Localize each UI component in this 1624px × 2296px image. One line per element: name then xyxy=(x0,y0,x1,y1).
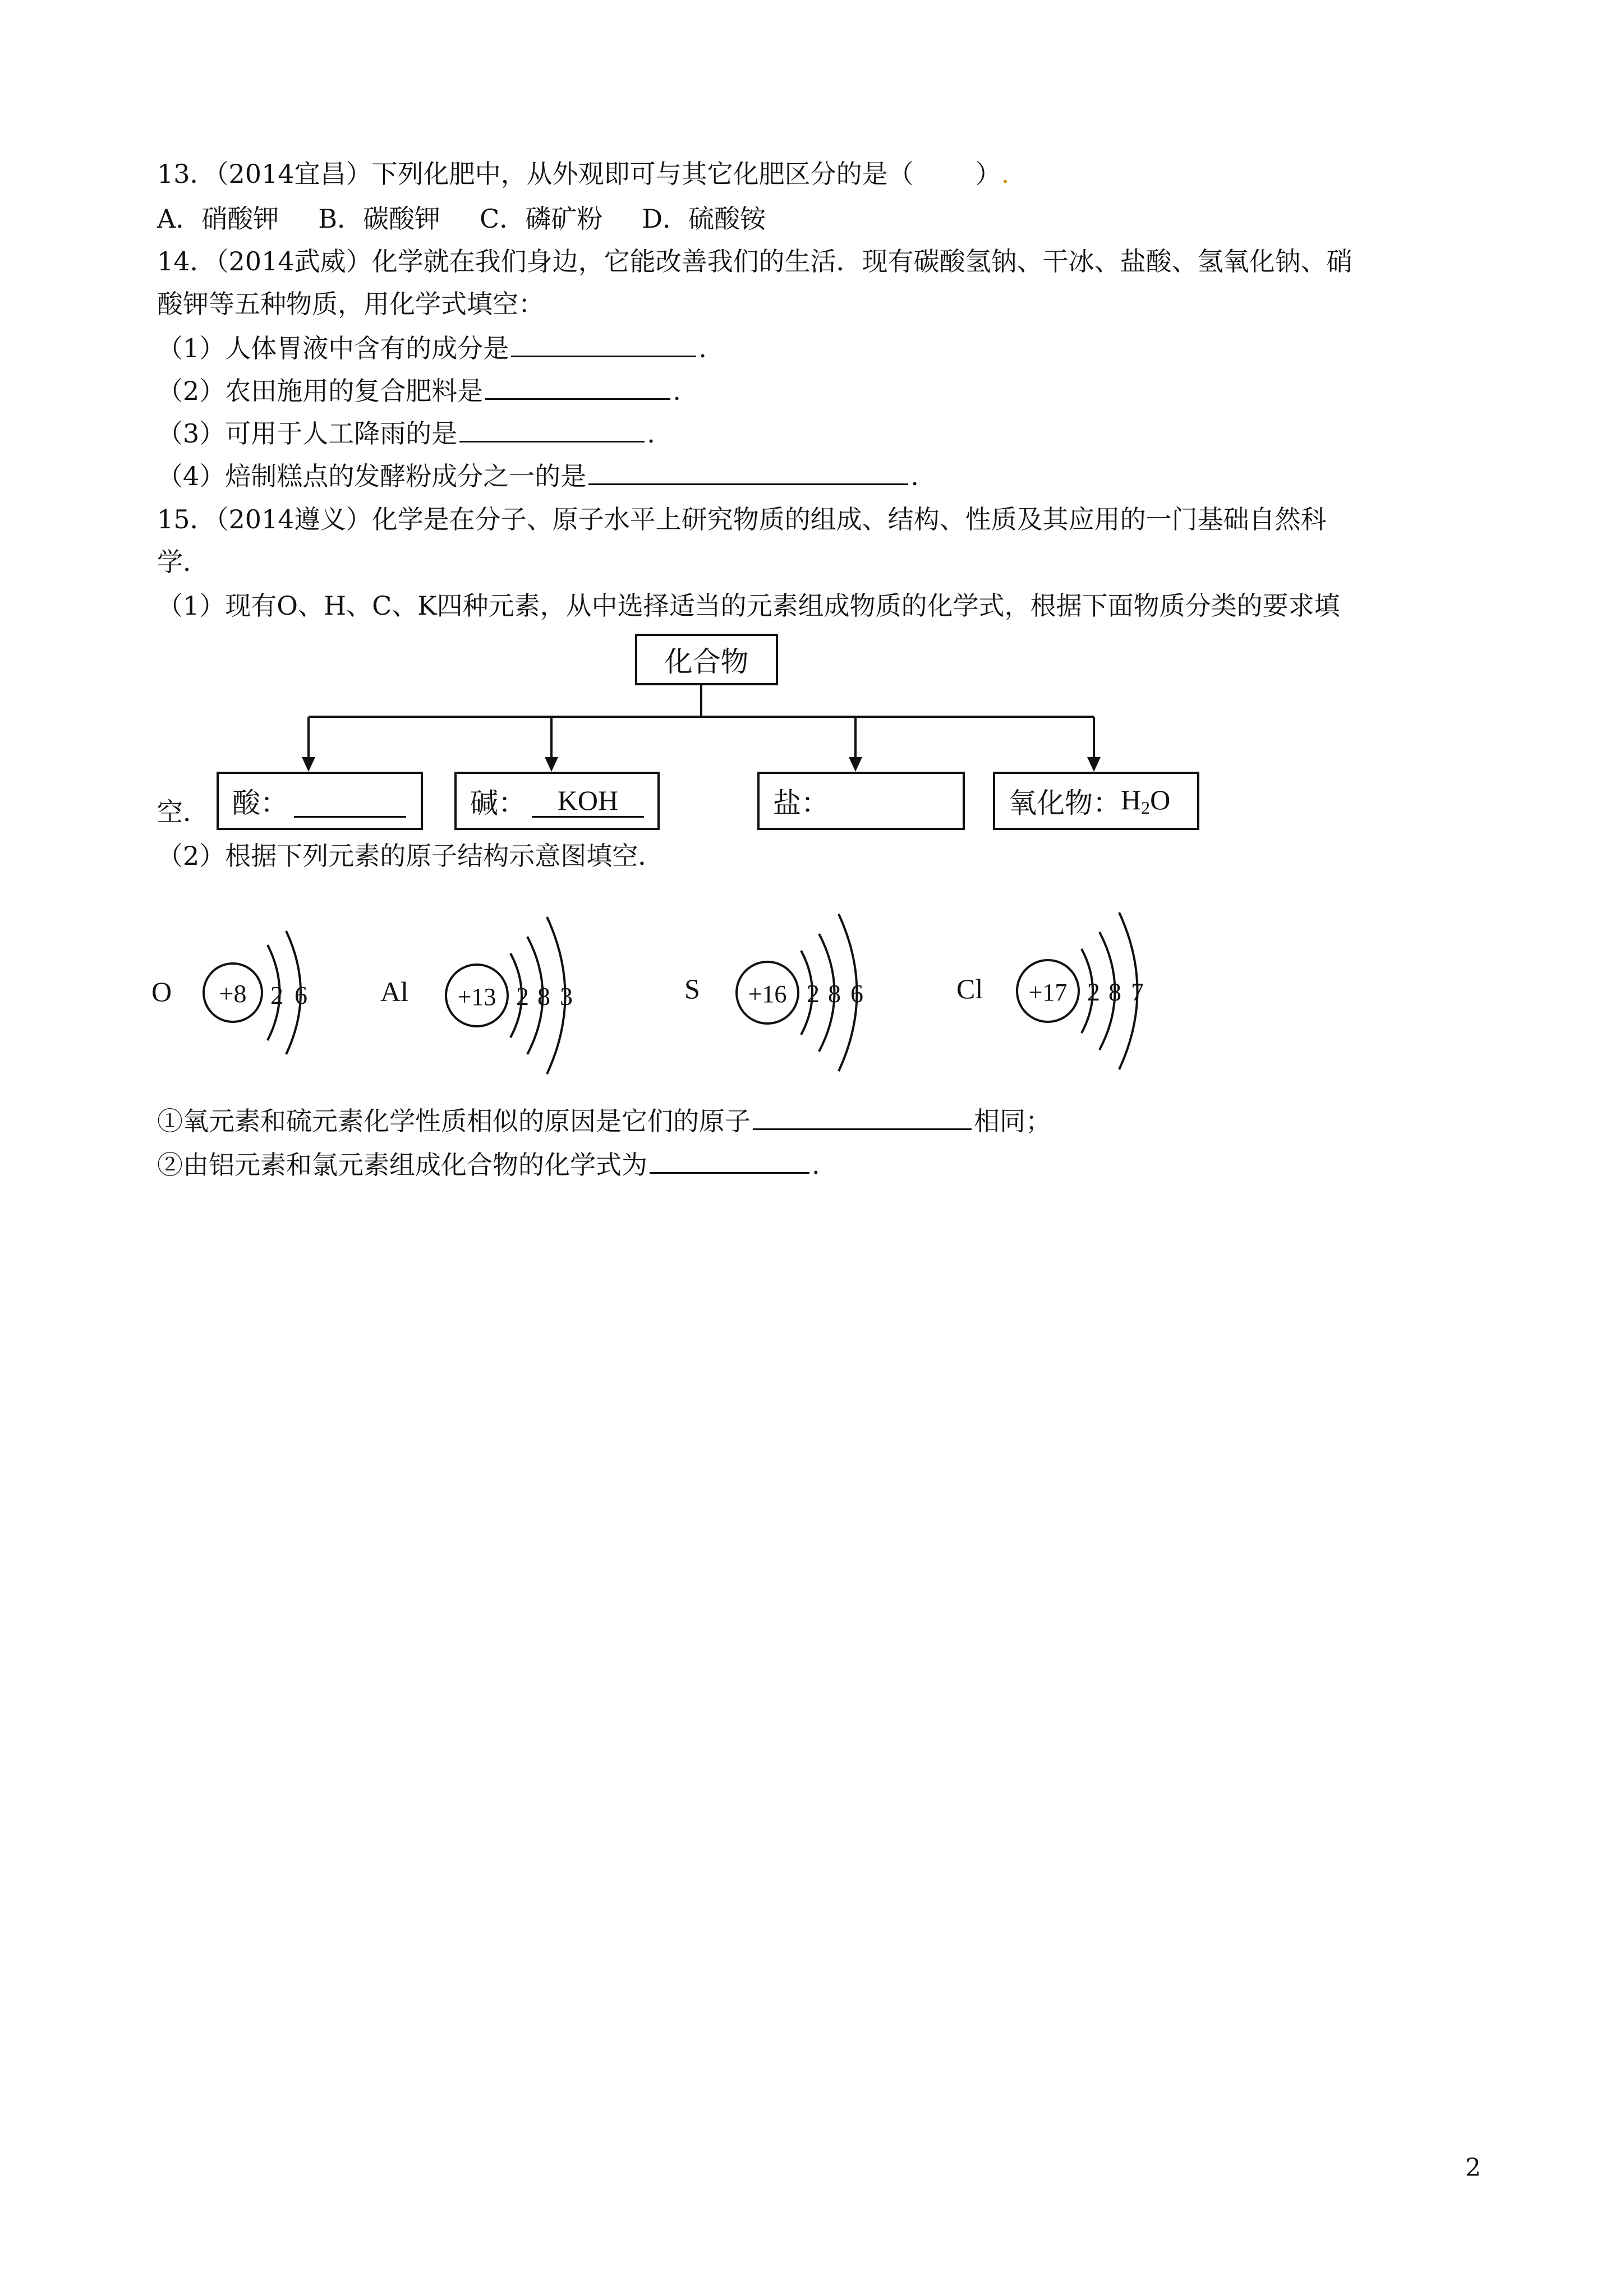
atom-sulfur xyxy=(684,914,863,1071)
svg-text:6: 6 xyxy=(295,981,307,1009)
svg-text:O: O xyxy=(151,976,172,1007)
svg-text:+8: +8 xyxy=(219,979,247,1008)
answer-blank[interactable] xyxy=(650,1147,809,1174)
svg-text:3: 3 xyxy=(560,982,573,1011)
svg-text:S: S xyxy=(684,973,700,1004)
svg-text:+13: +13 xyxy=(457,983,496,1011)
oxide-box: 氧化物： $H_2O$ xyxy=(993,772,1199,830)
svg-text:6: 6 xyxy=(850,979,863,1008)
base-value: KOH xyxy=(532,785,644,818)
atomic-structure-diagrams xyxy=(151,886,1217,1122)
q15-part1-end: 空． xyxy=(157,797,209,827)
svg-text:+16: +16 xyxy=(748,980,787,1008)
root-box-compound: 化合物 xyxy=(635,634,778,685)
salt-box[interactable]: 盐： xyxy=(757,772,965,830)
acid-answer-blank[interactable] xyxy=(294,785,406,818)
acid-box: 酸： xyxy=(217,772,423,830)
option-c: C．磷矿粉 xyxy=(480,204,603,234)
svg-text:8: 8 xyxy=(537,982,550,1011)
q14-stem-line1: 14．（2014武威）化学就在我们身边，它能改善我们的生活．现有碳酸氢钠、干冰、盐酸、氢氧化钠、硝 xyxy=(157,246,1352,276)
svg-text:Al: Al xyxy=(380,976,408,1007)
atom-chlorine xyxy=(956,912,1144,1069)
option-b: B．碳酸钾 xyxy=(318,204,441,234)
atom-oxygen xyxy=(151,931,307,1054)
svg-text:8: 8 xyxy=(1108,978,1121,1006)
q15-stem-line1: 15．（2014遵义）化学是在分子、原子水平上研究物质的组成、结构、性质及其应用的一门基础自然科 xyxy=(157,504,1327,534)
oxide-value: $H_2O$ xyxy=(1121,784,1171,818)
atom-aluminum xyxy=(380,917,573,1074)
q15-sub2: ②由铝元素和氯元素组成化合物的化学式为 . xyxy=(157,1147,820,1182)
option-a: A．硝酸钾 xyxy=(157,204,279,234)
svg-text:+17: +17 xyxy=(1028,979,1068,1006)
q15-sub1: ①氧元素和硫元素化学性质相似的原因是它们的原子 相同； xyxy=(157,1104,1051,1138)
svg-text:2: 2 xyxy=(270,981,283,1009)
answer-blank[interactable] xyxy=(485,374,670,400)
svg-text:7: 7 xyxy=(1131,978,1144,1006)
q15-part1: （1）现有O、H、C、K四种元素，从中选择适当的元素组成物质的化学式，根据下面物质分类的要求填 xyxy=(157,591,1340,621)
q14-item-3: （3）可用于人工降雨的是 . xyxy=(157,416,655,450)
svg-text:2: 2 xyxy=(1087,978,1100,1006)
svg-text:8: 8 xyxy=(828,979,841,1008)
q14-stem-line2: 酸钾等五种物质，用化学式填空： xyxy=(157,289,544,319)
page-number: 2 xyxy=(1465,2154,1481,2182)
svg-text:2: 2 xyxy=(807,979,820,1008)
svg-text:Cl: Cl xyxy=(956,973,983,1004)
option-d: D．硫酸铵 xyxy=(642,204,766,234)
q13-options xyxy=(157,202,766,236)
q15-part2: （2）根据下列元素的原子结构示意图填空． xyxy=(157,841,664,871)
q13-stem: 13．（2014宜昌）下列化肥中，从外观即可与其它化肥区分的是（ ）. xyxy=(157,159,1010,189)
answer-blank[interactable] xyxy=(588,459,908,485)
base-box: 碱： KOH xyxy=(454,772,660,830)
answer-blank[interactable] xyxy=(511,331,696,357)
q14-item-1: （1）人体胃液中含有的成分是 . xyxy=(157,331,707,365)
q14-item-2: （2）农田施用的复合肥料是 . xyxy=(157,374,681,408)
answer-blank[interactable] xyxy=(459,416,645,442)
q14-item-4: （4）焙制糕点的发酵粉成分之一的是 . xyxy=(157,459,919,493)
q15-stem-line2: 学． xyxy=(157,547,209,577)
svg-text:2: 2 xyxy=(516,982,529,1011)
answer-blank[interactable] xyxy=(753,1104,972,1130)
